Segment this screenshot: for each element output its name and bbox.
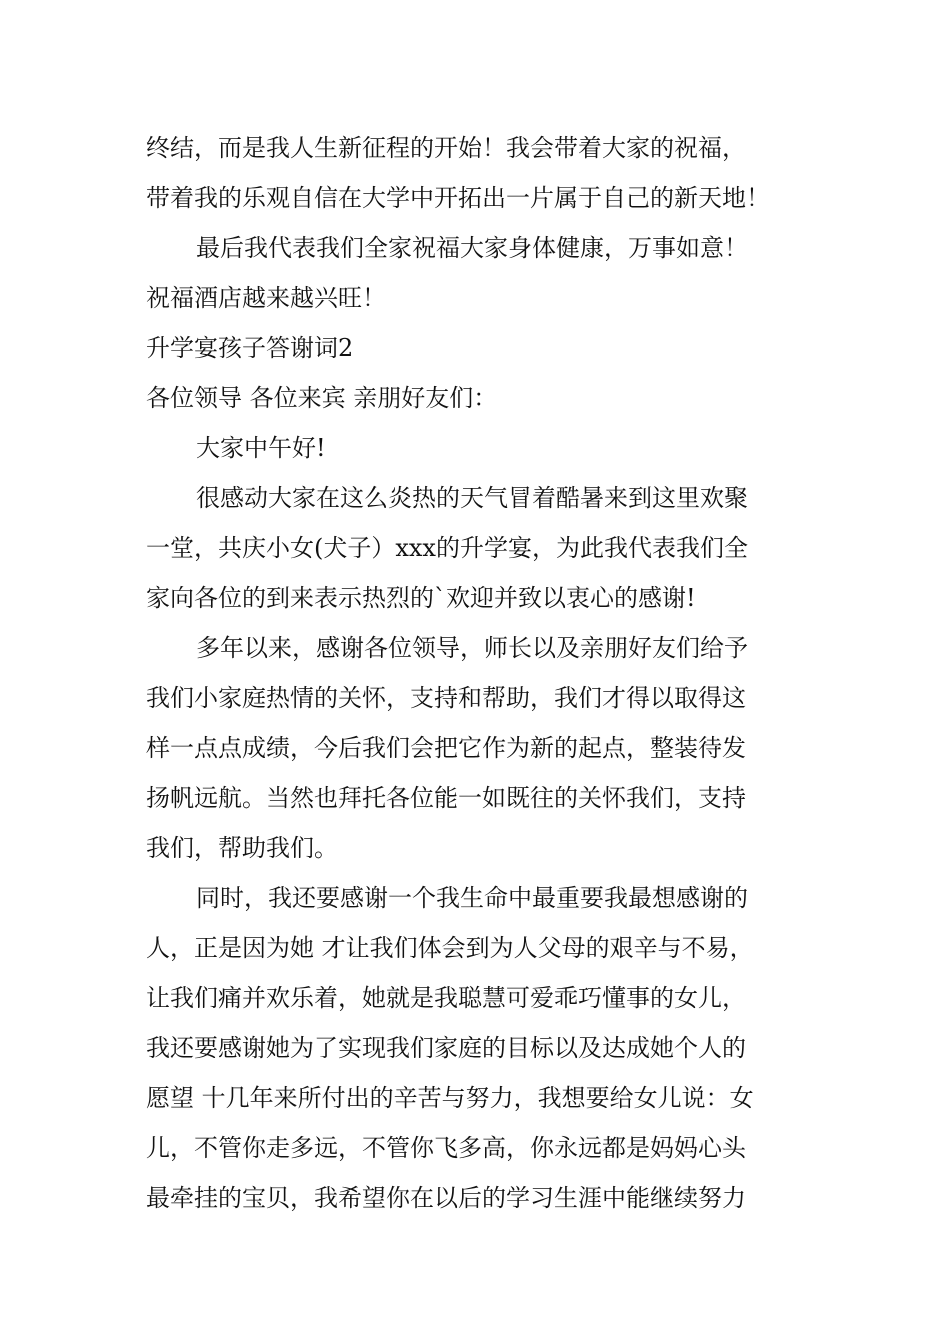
paragraph-line: 同时，我还要感谢一个我生命中最重要我最想感谢的 [196,884,748,912]
paragraph-line: 终结，而是我人生新征程的开始！我会带着大家的祝福， [146,134,746,162]
paragraph-line: 一堂，共庆小女(犬子）xxx的升学宴，为此我代表我们全 [146,534,748,562]
paragraph-line: 儿，不管你走多远，不管你飞多高，你永远都是妈妈心头 [146,1134,746,1162]
paragraph-line: 最后我代表我们全家祝福大家身体健康，万事如意！ [196,234,748,262]
paragraph-line: 让我们痛并欢乐着，她就是我聪慧可爱乖巧懂事的女儿， [146,984,746,1012]
paragraph-line: 人，正是因为她 才让我们体会到为人父母的艰辛与不易， [146,934,754,962]
paragraph-line: 愿望 十几年来所付出的辛苦与努力，我想要给女儿说：女 [146,1084,754,1112]
paragraph-line: 样一点点成绩，今后我们会把它作为新的起点，整装待发 [146,734,746,762]
paragraph-line: 我还要感谢她为了实现我们家庭的目标以及达成她个人的 [146,1034,746,1062]
paragraph-line: 带着我的乐观自信在大学中开拓出一片属于自己的新天地！ [146,184,770,212]
greeting: 大家中午好! [196,434,326,462]
paragraph-line: 我们，帮助我们。 [146,834,338,862]
paragraph-line: 祝福酒店越来越兴旺！ [146,284,386,312]
paragraph-line: 很感动大家在这么炎热的天气冒着酷暑来到这里欢聚 [196,484,748,512]
paragraph-line: 最牵挂的宝贝，我希望你在以后的学习生涯中能继续努力 [146,1184,746,1212]
section-heading: 升学宴孩子答谢词2 [146,334,354,362]
salutation: 各位领导 各位来宾 亲朋好友们： [146,384,498,412]
paragraph-line: 我们小家庭热情的关怀，支持和帮助，我们才得以取得这 [146,684,746,712]
paragraph-line: 多年以来，感谢各位领导，师长以及亲朋好友们给予 [196,634,748,662]
paragraph-line: 家向各位的到来表示热烈的`欢迎并致以衷心的感谢! [146,584,696,612]
paragraph-line: 扬帆远航。当然也拜托各位能一如既往的关怀我们，支持 [146,784,746,812]
